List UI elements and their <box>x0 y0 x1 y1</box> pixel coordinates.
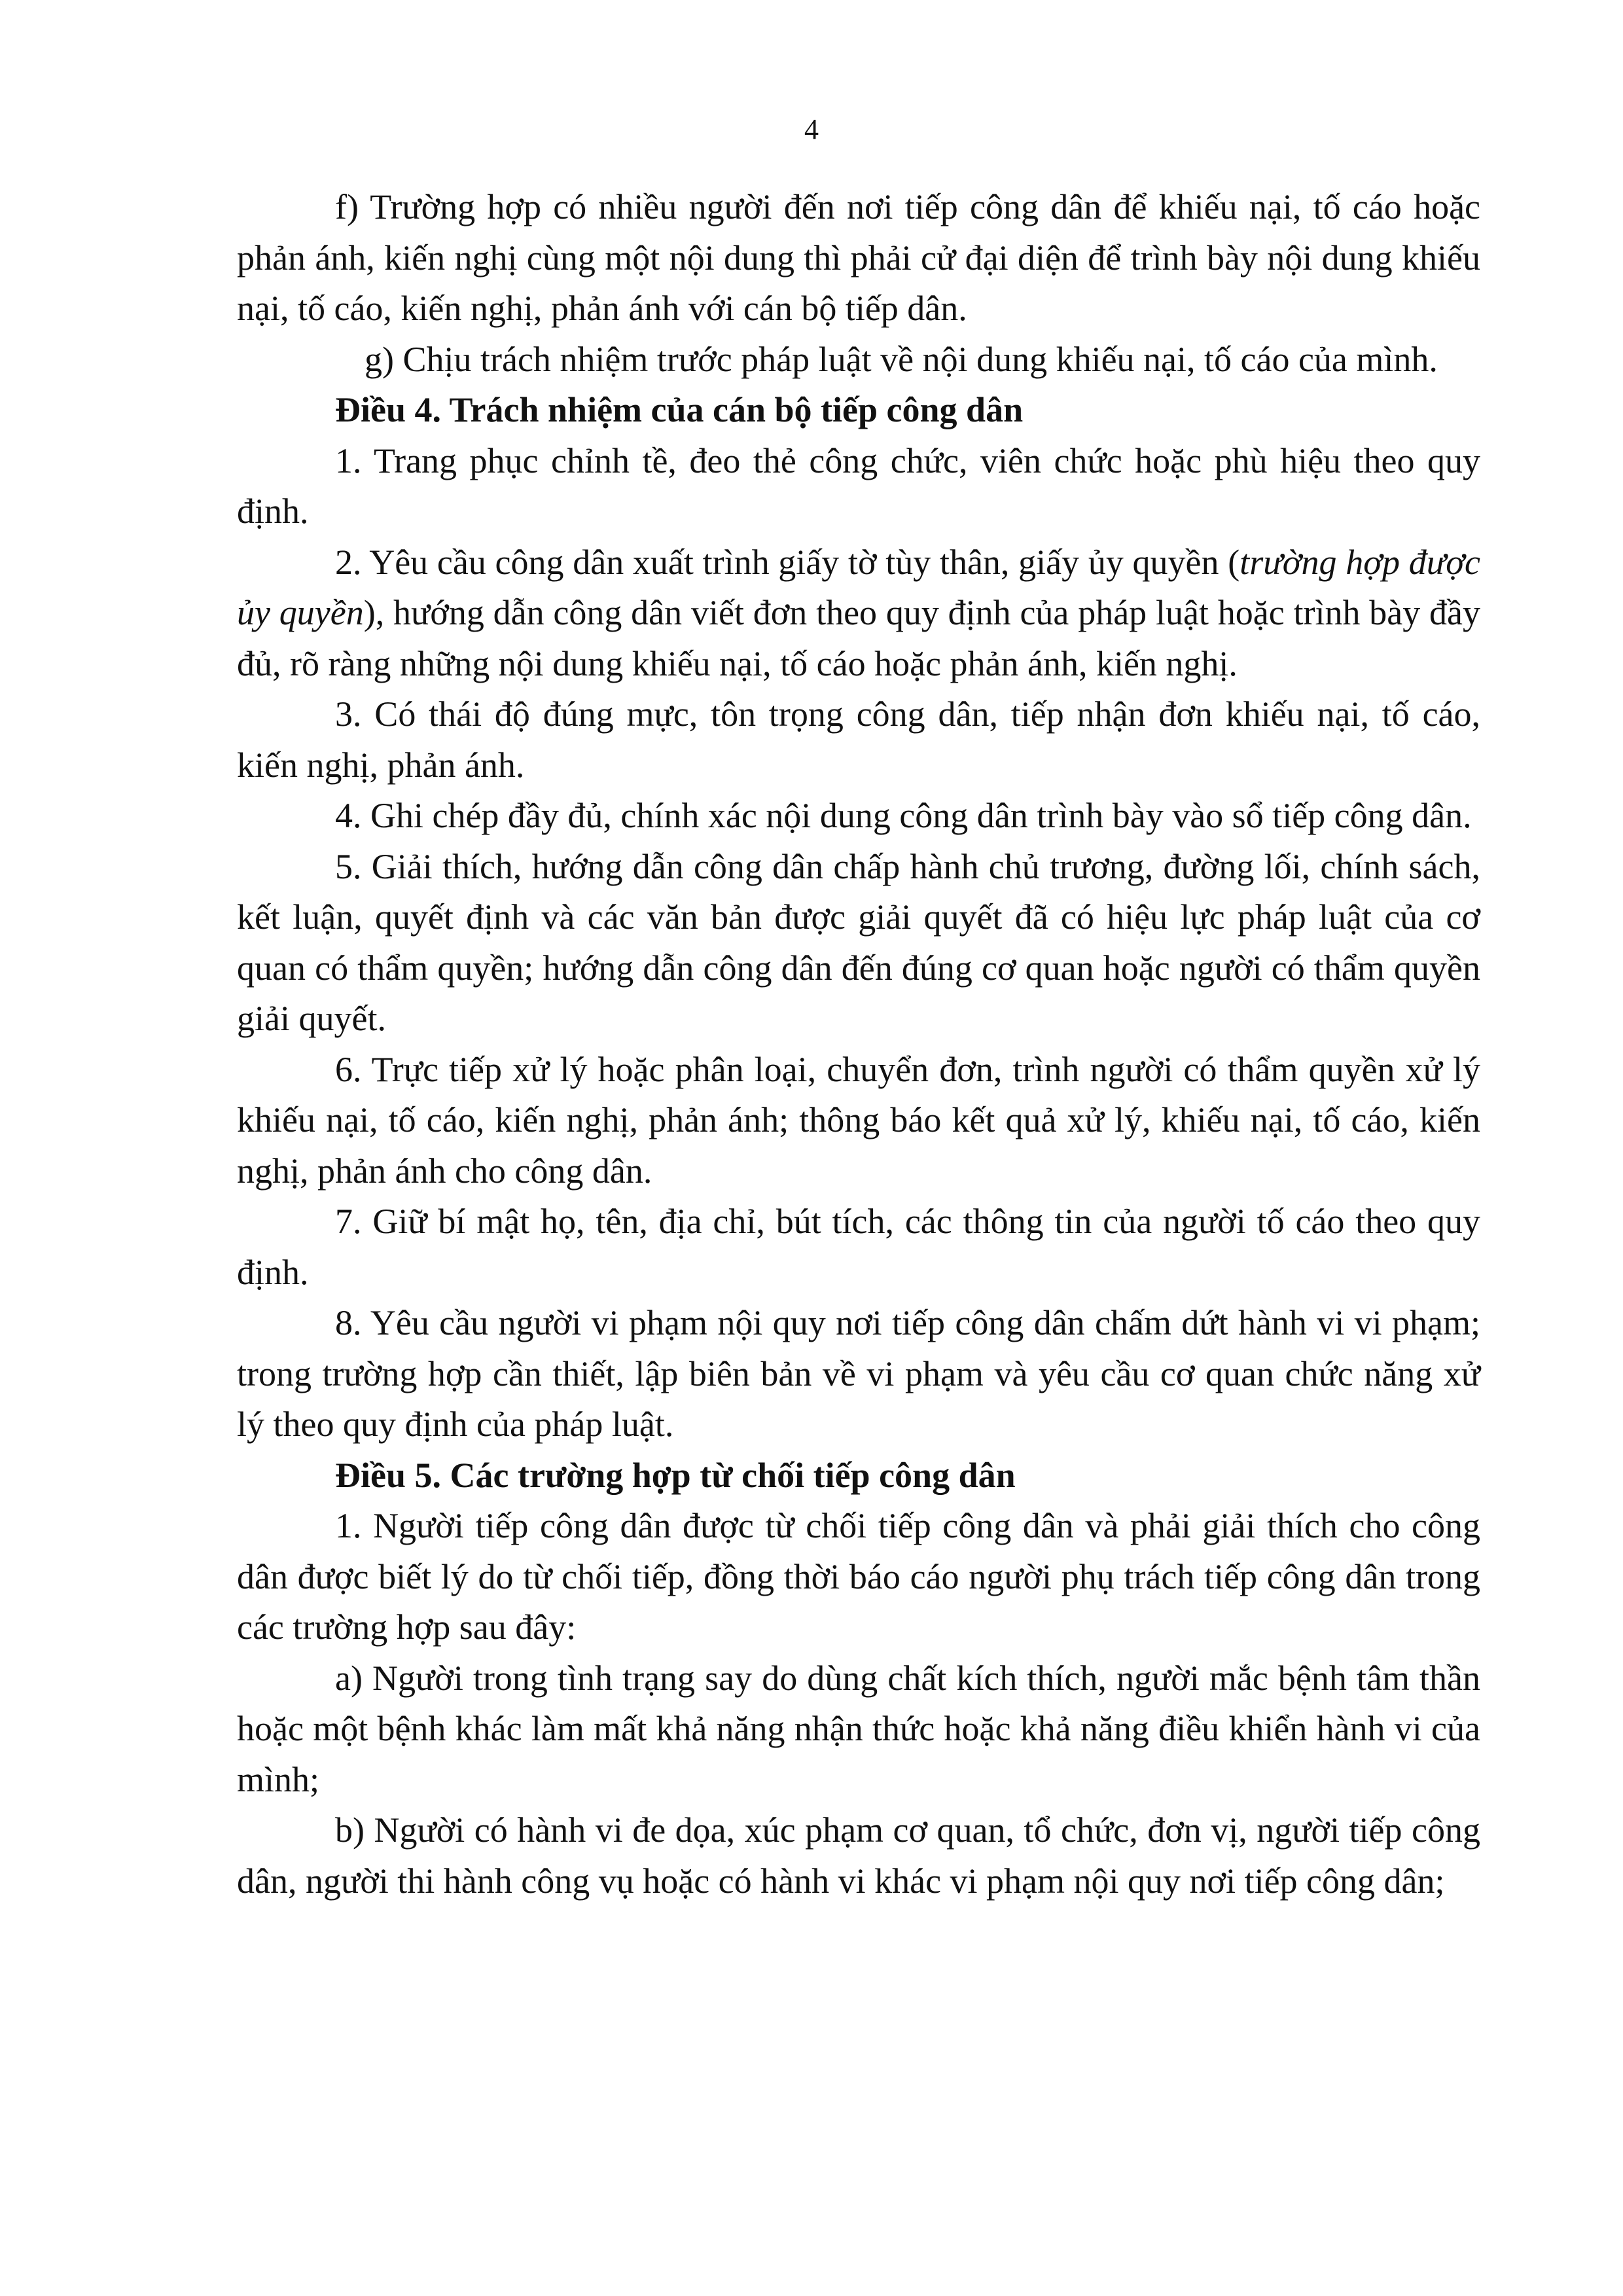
article-4-item-6: 6. Trực tiếp xử lý hoặc phân loại, chuyển đơn, trình người có thẩm quyền xử lý khiếu nại, tố cáo, kiến nghị, phản ánh; thông báo kết quả xử lý, khiếu nại, tố cáo, kiến nghị, phản ánh cho công dân. <box>237 1049 1480 1191</box>
article-4-item-4: 4. Ghi chép đầy đủ, chính xác nội dung công dân trình bày vào sổ tiếp công dân. <box>335 796 1472 835</box>
article-4-item-2-italic-note: trường hợp được ủy quyền <box>237 542 1480 632</box>
article-4-heading: Điều 4. Trách nhiệm của cán bộ tiếp công dân <box>335 390 1024 429</box>
article-5-heading: Điều 5. Các trường hợp từ chối tiếp công dân <box>335 1455 1016 1495</box>
article-4-item-1: 1. Trang phục chỉnh tề, đeo thẻ công chức, viên chức hoặc phù hiệu theo quy định. <box>237 440 1480 531</box>
article-4-item-5: 5. Giải thích, hướng dẫn công dân chấp hành chủ trương, đường lối, chính sách, kết luận, quyết định và các văn bản được giải quyết đã có hiệu lực pháp luật của cơ quan có thẩm quyền; hướng dẫn công dân đến đúng cơ quan hoặc người có thẩm quyền giải quyết. <box>237 846 1480 1038</box>
page-number: 4 <box>804 113 819 145</box>
article-4-item-3: 3. Có thái độ đúng mực, tôn trọng công dân, tiếp nhận đơn khiếu nại, tố cáo, kiến nghị, phản ánh. <box>237 694 1480 785</box>
document-body <box>237 182 1480 1907</box>
article-4-item-7: 7. Giữ bí mật họ, tên, địa chỉ, bút tích, các thông tin của người tố cáo theo quy định. <box>237 1202 1480 1292</box>
article-5-item-1a: a) Người trong tình trạng say do dùng chất kích thích, người mắc bệnh tâm thần hoặc một bệnh khác làm mất khả năng nhận thức hoặc khả năng điều khiển hành vi của mình; <box>237 1658 1480 1799</box>
article-5-item-1b: b) Người có hành vi đe dọa, xúc phạm cơ quan, tổ chức, đơn vị, người tiếp công dân, người thi hành công vụ hoặc có hành vi khác vi phạm nội quy nơi tiếp công dân; <box>237 1810 1480 1901</box>
article-4-item-2-text-end: ), hướng dẫn công dân viết đơn theo quy định của pháp luật hoặc trình bày đầy đủ, rõ ràng những nội dung khiếu nại, tố cáo hoặc phản ánh, kiến nghị. <box>237 593 1481 683</box>
article-5-item-1: 1. Người tiếp công dân được từ chối tiếp công dân và phải giải thích cho công dân được biết lý do từ chối tiếp, đồng thời báo cáo người phụ trách tiếp công dân trong các trường hợp sau đây: <box>237 1506 1480 1647</box>
clause-g: g) Chịu trách nhiệm trước pháp luật về nội dung khiếu nại, tố cáo của mình. <box>365 339 1438 379</box>
article-4-item-2 <box>237 537 1480 690</box>
article-4-item-8: 8. Yêu cầu người vi phạm nội quy nơi tiếp công dân chấm dứt hành vi vi phạm; trong trường hợp cần thiết, lập biên bản về vi phạm và yêu cầu cơ quan chức năng xử lý theo quy định của pháp luật. <box>237 1303 1480 1444</box>
article-4-item-2-text-start: 2. Yêu cầu công dân xuất trình giấy tờ tùy thân, giấy ủy quyền ( <box>335 542 1240 582</box>
clause-f: f) Trường hợp có nhiều người đến nơi tiếp công dân để khiếu nại, tố cáo hoặc phản ánh, kiến nghị cùng một nội dung thì phải cử đại diện để trình bày nội dung khiếu nại, tố cáo, kiến nghị, phản ánh với cán bộ tiếp dân. <box>237 187 1480 328</box>
